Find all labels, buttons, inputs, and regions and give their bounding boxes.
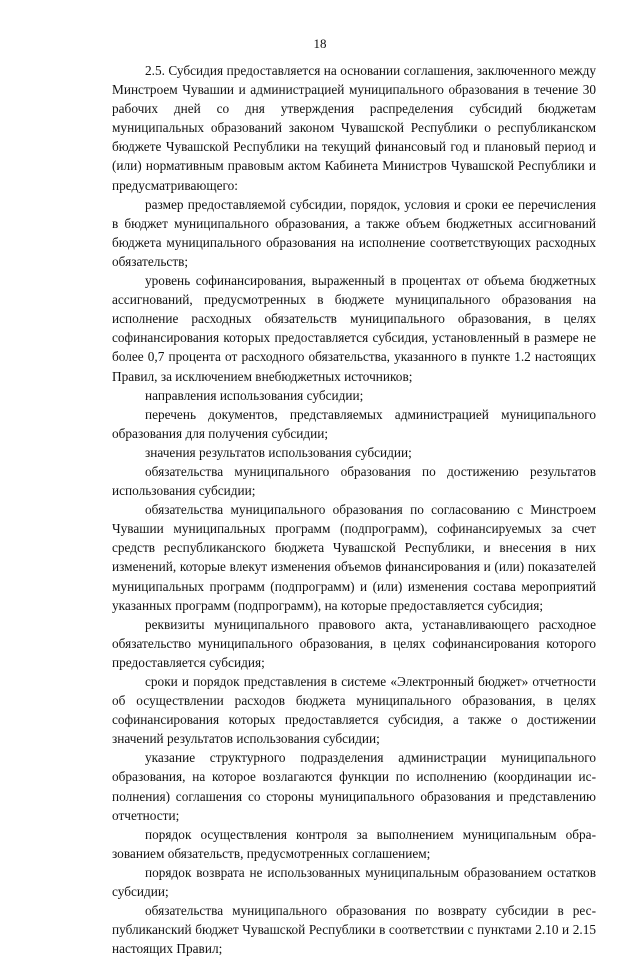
paragraph-clause-2-5: 2.5. Субсидия предоставляется на основании соглашения, заключенного между Минстроем Чувашии и администрацией муниципального образования в течение 30 рабочих дней со дня утверждения распределения субсидий бюджетам муниципальных образований законом Чувашской Республики о республиканском бюджете Чувашской Республики на текущий финансовый год и плановый период и (или) нормативным правовым актом Кабинета Министров Чувашской Республики и предусматривающего: — [112, 63, 596, 193]
paragraph-result-values: значения результатов использования субсидии; — [145, 444, 412, 460]
paragraph-balance-return: порядок возврата не использованных муниципальным образованием остатков субсидии; — [112, 864, 596, 900]
paragraph-program-approval: обязательства муниципального образования по согласованию с Минстроем Чувашии муниципальных программ (подпрограмм), софинансируемых за счет средств республиканского бюджета Чувашской Республики, и внесения в них изменений, которые влекут изменения объемов финансирования и (или) показателей муниципальных программ (подпрограмм) и (или) изменения состава мероприятий указанных программ (подпрограмм), на которые предоставляется субсидия; — [112, 502, 596, 613]
paragraph-cofinancing-level: уровень софинансирования, выраженный в процентах от объема бюджетных ассигнований, предусмотренных в бюджете муниципального образования на исполнение расходных обязательств муниципального образования, в целях софинансирования которых предоставляется субсидия, установленный в размере не более 0,7 процента от расходного обязательства, указанного в пункте 1.2 настоящих Правил, за исключением внебюджетных источников; — [112, 273, 596, 384]
paragraph-legal-act-details: реквизиты муниципального правового акта, устанавливающего расходное обязательство муниципального образования, в целях софинансирования которого предоставляется субсидия; — [112, 616, 596, 670]
paragraph-usage-directions: направления использования субсидии; — [145, 387, 364, 403]
paragraph-subsidy-amount: размер предоставляемой субсидии, порядок, условия и сроки ее перечисления в бюджет муниципального образования, а также объем бюджетных ассигнований бюджета муниципального образования на исполнение соответствующих расходных обязательств; — [112, 196, 596, 269]
paragraph-responsible-unit: указание структурного подразделения администрации муниципального образования, на которое возлагаются функции по исполнению (координации исполнения) соглашения со стороны муниципального образования и представлению отчетности; — [112, 750, 596, 823]
document-body — [112, 61, 596, 958]
paragraph-refund-obligations: обязательства муниципального образования по возврату субсидии в республиканский бюджет Чувашской Республики в соответствии с пунктами 2.10 и 2.15 настоящих Правил; — [112, 903, 596, 957]
paragraph-result-obligations: обязательства муниципального образования по достижению результатов использования субсидии; — [112, 463, 596, 499]
paragraph-control-procedure: порядок осуществления контроля за выполнением муниципальным образованием обязательств, предусмотренных соглашением; — [112, 826, 596, 861]
paragraph-reporting-terms: сроки и порядок представления в системе «Электронный бюджет» отчетности об осуществлении расходов бюджета муниципального образования, в целях софинансирования которых предоставляется субсидия, а также о достижении значений результатов использования субсидии; — [112, 674, 596, 747]
page-number: 18 — [313, 36, 327, 51]
paragraph-documents-list: перечень документов, представляемых администрацией муниципального образования для получения субсидии; — [112, 406, 596, 441]
